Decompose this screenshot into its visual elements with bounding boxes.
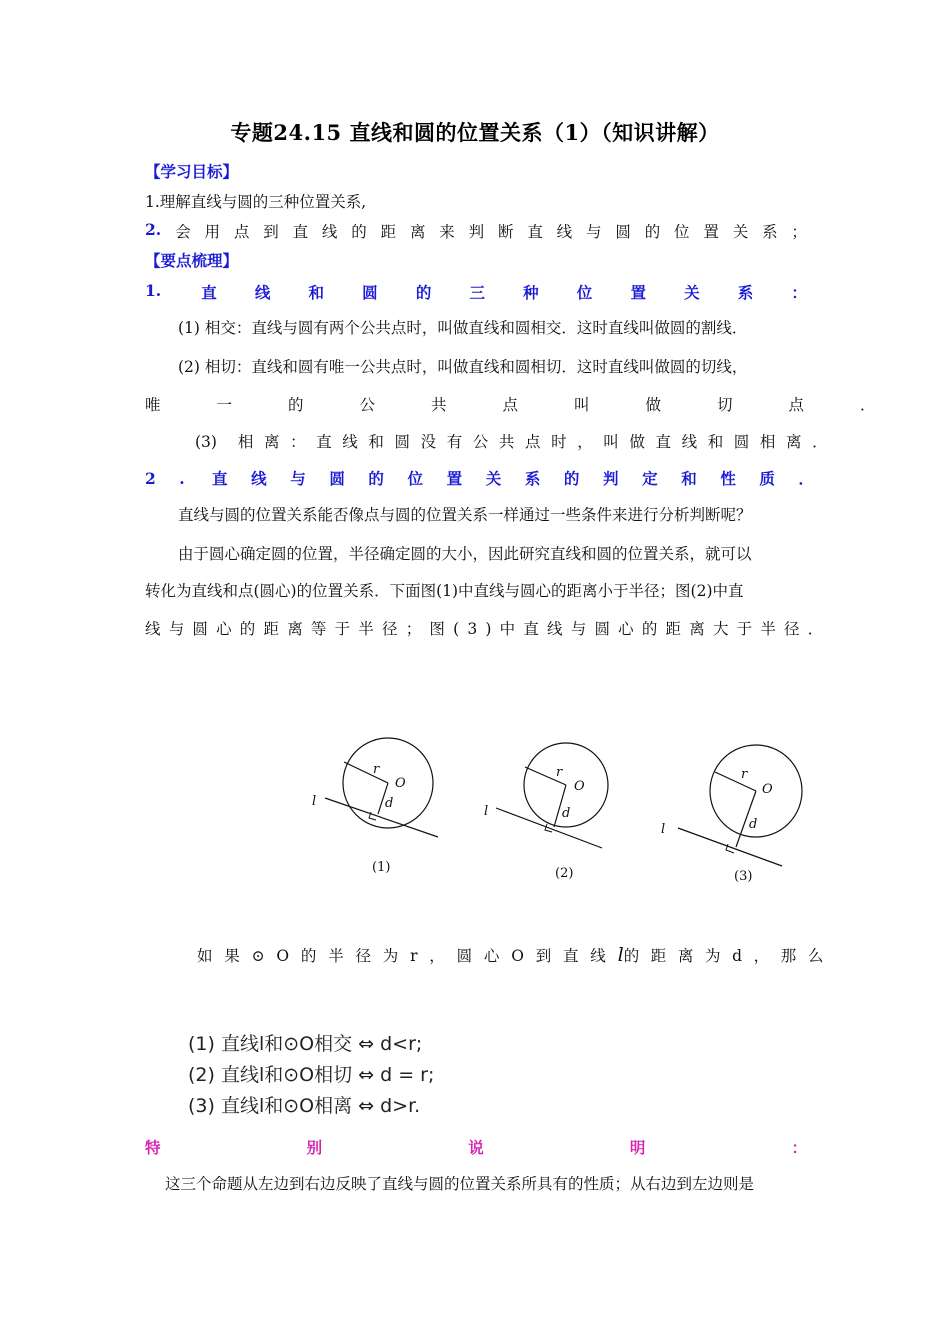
- label-d-3: d: [749, 817, 758, 832]
- heading-2: [145, 467, 838, 489]
- label-l-2: l: [484, 804, 489, 819]
- key-points-header: 【要点梳理】: [145, 251, 239, 270]
- closing-paragraph: 这三个命题从左边到右边反映了直线与圆的位置关系所具有的性质；从右边到左边则是: [165, 1175, 755, 1193]
- heading-1-text: 直 线 和 圆 的 三 种 位 置 关 系 ：: [201, 283, 807, 302]
- heading-2-number: 2: [145, 469, 156, 488]
- label-r-1: r: [373, 762, 380, 777]
- item-intersect: (1) 相交：直线与圆有两个公共点时，叫做直线和圆相交．这时直线叫做圆的割线．: [178, 319, 748, 337]
- diagram-intersect: [312, 738, 438, 875]
- goal-2-text: 会 用 点 到 直 线 的 距 离 来 判 断 直 线 与 圆 的 位 置 关 系 ；: [175, 223, 807, 241]
- special-note-header: 特 别 说 明 ：: [145, 1138, 807, 1157]
- goal-2-number: 2.: [145, 220, 162, 239]
- proposition-tangent: (2) 直线l和⊙O相切 ⇔ d = r;: [188, 1064, 435, 1086]
- if-statement-l: l: [617, 944, 624, 966]
- heading-1: [145, 281, 807, 303]
- label-o-1: O: [395, 776, 406, 791]
- heading-1-number: 1: [145, 281, 156, 300]
- learning-goals-header: 【学习目标】: [145, 162, 239, 181]
- item-separate-number: (3): [195, 433, 217, 451]
- heading-2-dot: .: [179, 469, 185, 488]
- caption-1: (1): [372, 860, 391, 875]
- label-l-3: l: [661, 822, 666, 837]
- item-separate-text: 相离：直线和圆没有公共点时，叫做直线和圆相离．: [237, 433, 839, 451]
- paragraph-2-line-3: 线与圆心的距离等于半径；图(3)中直线与圆心的距离大于半径．: [145, 620, 832, 638]
- goal-2: [145, 220, 807, 242]
- heading-1-dot: .: [155, 281, 162, 300]
- label-l-1: l: [312, 794, 317, 809]
- diagram-tangent: [484, 743, 608, 881]
- position-relation-figure: [300, 725, 810, 895]
- diagram-separate: [661, 745, 802, 884]
- heading-2-text: 直线与圆的位置关系的判定和性质．: [212, 469, 838, 488]
- item-tangent-cont: 唯一的公共点叫做切点．: [145, 396, 932, 414]
- page-title: 专题24.15 直线和圆的位置关系（1）（知识讲解）: [230, 120, 720, 145]
- caption-3: (3): [734, 869, 753, 884]
- label-o-3: O: [762, 782, 773, 797]
- label-o-2: O: [574, 779, 585, 794]
- caption-2: (2): [555, 866, 574, 881]
- label-r-3: r: [741, 767, 748, 782]
- paragraph-question: 直线与圆的位置关系能否像点与圆的位置关系一样通过一些条件来进行分析判断呢？: [178, 506, 752, 524]
- label-d-1: d: [385, 796, 394, 811]
- goal-1: 1.理解直线与圆的三种位置关系,: [145, 193, 367, 211]
- item-separate: [195, 430, 839, 452]
- if-statement-part-1: 如果⊙O的半径为r，圆心O到直线: [197, 947, 618, 965]
- item-tangent: (2) 相切：直线和圆有唯一公共点时，叫做直线和圆相切．这时直线叫做圆的切线，: [178, 358, 748, 376]
- paragraph-2-line-1: 由于圆心确定圆的位置，半径确定圆的大小，因此研究直线和圆的位置关系，就可以: [178, 545, 752, 563]
- proposition-intersect: (1) 直线l和⊙O相交 ⇔ d<r;: [188, 1033, 423, 1055]
- label-r-2: r: [556, 765, 563, 780]
- if-statement: [197, 944, 835, 966]
- paragraph-2-line-2: 转化为直线和点(圆心)的位置关系．下面图(1)中直线与圆心的距离小于半径；图(2)中直: [145, 582, 744, 600]
- label-d-2: d: [562, 806, 571, 821]
- if-statement-part-2: 的距离为d，那么: [623, 947, 835, 965]
- proposition-separate: (3) 直线l和⊙O相离 ⇔ d>r.: [188, 1095, 421, 1117]
